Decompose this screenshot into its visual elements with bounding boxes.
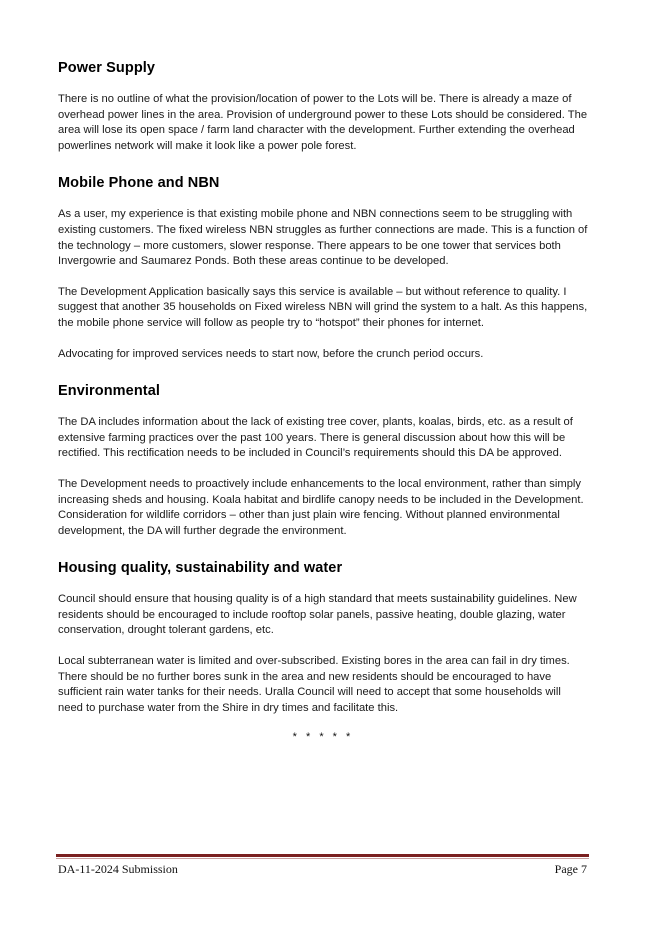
section-environmental: [58, 383, 588, 539]
paragraph: Council should ensure that housing quality is of a high standard that meets sustainability guidelines. New residents should be encouraged to include rooftop solar panels, passive heating, double glazing, water conservation, drought tolerant gardens, etc.: [58, 593, 577, 637]
document-body: [58, 60, 588, 743]
paragraph: The DA includes information about the lack of existing tree cover, plants, koalas, birds, etc. as a result of extensive farming practices over the past 100 years. There is general discussion about how this will be rectified. This rectification needs to be included in Council’s requirements should this DA be approved.: [58, 416, 573, 460]
paragraph: Advocating for improved services needs to start now, before the crunch period occurs.: [58, 347, 484, 360]
end-mark: * * * * *: [292, 731, 354, 744]
footer-rule-thick: [56, 854, 589, 857]
paragraph: The Development Application basically says this service is available – but without reference to quality. I suggest that another 35 households on Fixed wireless NBN will grind the system to a halt. As this happens, the mobile phone service will follow as people try to “hotspot” their phones for internet.: [58, 285, 588, 329]
footer-rule-thin: [56, 858, 589, 859]
paragraph: As a user, my experience is that existing mobile phone and NBN connections seem to be struggling with existing customers. The fixed wireless NBN struggles as further connections are made. This is a function of the technology – more customers, slower response. There appears to be one tower that services both Invergowrie and Saumarez Ponds. Both these areas continue to be developed.: [58, 208, 588, 268]
footer-document-label: DA-11-2024 Submission: [58, 862, 178, 876]
footer-divider: [56, 854, 589, 859]
section-mobile-phone-nbn: [58, 175, 588, 362]
paragraph: The Development needs to proactively include enhancements to the local environment, rather than simply increasing sheds and housing. Koala habitat and birdlife canopy needs to be included in the Development. Consideration for wildlife corridors – other than just plain wire fencing. Without planned environmental development, the DA will further degrade the environment.: [58, 477, 584, 537]
footer-page-number: Page 7: [554, 862, 587, 876]
section-heading: Environmental: [58, 383, 161, 400]
paragraph: There is no outline of what the provision/location of power to the Lots will be. There is already a maze of overhead power lines in the area. Provision of underground power to these Lots should be considered. The area will lose its open space / farm land character with the development. Further extending the overhead powerlines network will make it look like a power pole forest.: [58, 93, 588, 152]
paragraph: Local subterranean water is limited and over-subscribed. Existing bores in the area can fail in dry times. There should be no further bores sunk in the area and new residents should be encouraged to have sufficient rain water tanks for their needs. Uralla Council will need to accept that some households will need to purchase water from the Shire in dry times and facilitate this.: [58, 655, 570, 714]
section-heading: Housing quality, sustainability and water: [58, 560, 343, 577]
section-power-supply: [58, 60, 588, 154]
page-footer: [58, 862, 587, 877]
section-housing-water: [58, 560, 588, 716]
section-heading: Mobile Phone and NBN: [58, 175, 220, 192]
section-heading: Power Supply: [58, 60, 156, 76]
